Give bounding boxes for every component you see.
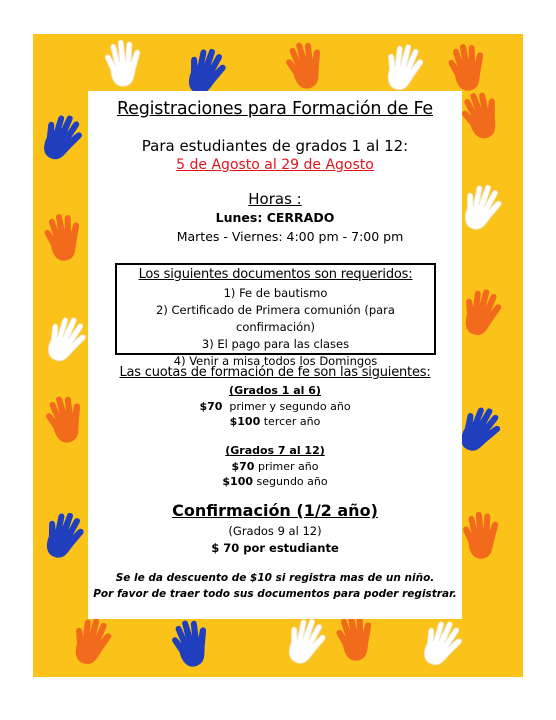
flyer-content — [88, 91, 462, 619]
fees-group-1-label: (Grados 1 al 6) — [229, 384, 321, 397]
painted-hand-icon — [455, 286, 507, 341]
hours-heading: Horas : — [248, 190, 302, 208]
fees-group-1 — [88, 383, 462, 430]
painted-hand-icon — [162, 614, 220, 674]
document-item: 1) Fe de bautismo — [223, 286, 328, 300]
painted-hand-icon — [455, 509, 507, 564]
required-documents-box — [115, 263, 436, 368]
fees-group-2 — [88, 443, 462, 490]
painted-hand-icon — [276, 36, 334, 96]
bring-documents-note: Por favor de traer todo sus documentos para poder registrar. — [93, 588, 457, 600]
hours-closed: Lunes: CERRADO — [215, 210, 335, 225]
painted-hand-icon — [278, 613, 333, 671]
fees-group-2-label: (Grados 7 al 12) — [225, 444, 325, 457]
fees-group-1-line-1: $70 primer y segundo año — [199, 399, 351, 413]
painted-hand-icon — [36, 209, 91, 267]
fees-group-1-line-2: $100 tercer año — [229, 415, 321, 428]
registration-dates: 5 de Agosto al 29 de Agosto — [176, 157, 374, 173]
painted-hand-icon — [65, 615, 117, 670]
confirmation-grades: (Grados 9 al 12) — [228, 524, 322, 538]
document-item: 2) Certificado de Primera comunión (para confirmación) — [156, 303, 395, 334]
painted-hand-icon — [36, 507, 91, 565]
fees-group-2-line-1: $70 primer año — [231, 459, 319, 473]
document-item: 3) El pago para las clases — [201, 337, 350, 351]
confirmation-details — [88, 523, 462, 557]
painted-hand-icon — [32, 108, 90, 168]
flyer-subtitle: Para estudiantes de grados 1 al 12: — [141, 137, 409, 155]
documents-heading: Los siguientes documentos son requeridos: — [138, 267, 413, 282]
painted-hand-icon — [36, 310, 94, 370]
painted-hand-icon — [412, 614, 470, 674]
hours-open: Martes - Viernes: 4:00 pm - 7:00 pm — [176, 229, 404, 244]
discount-note: Se le da descuento de $10 si registra mas de un niño. — [115, 572, 435, 584]
fees-group-2-line-2: $100 segundo año — [222, 475, 328, 488]
painted-hand-icon — [377, 41, 429, 96]
painted-hand-icon — [36, 390, 94, 450]
painted-hand-icon — [97, 37, 149, 92]
fees-heading: Las cuotas de formación de fe son las siguientes: — [119, 365, 431, 380]
flyer-title: Registraciones para Formación de Fe — [116, 99, 433, 119]
confirmation-price: $ 70 por estudiante — [211, 541, 339, 555]
document-item: 4) Venir a misa todos los Domingos — [173, 354, 378, 368]
confirmation-heading: Confirmación (1/2 año) — [172, 501, 378, 520]
